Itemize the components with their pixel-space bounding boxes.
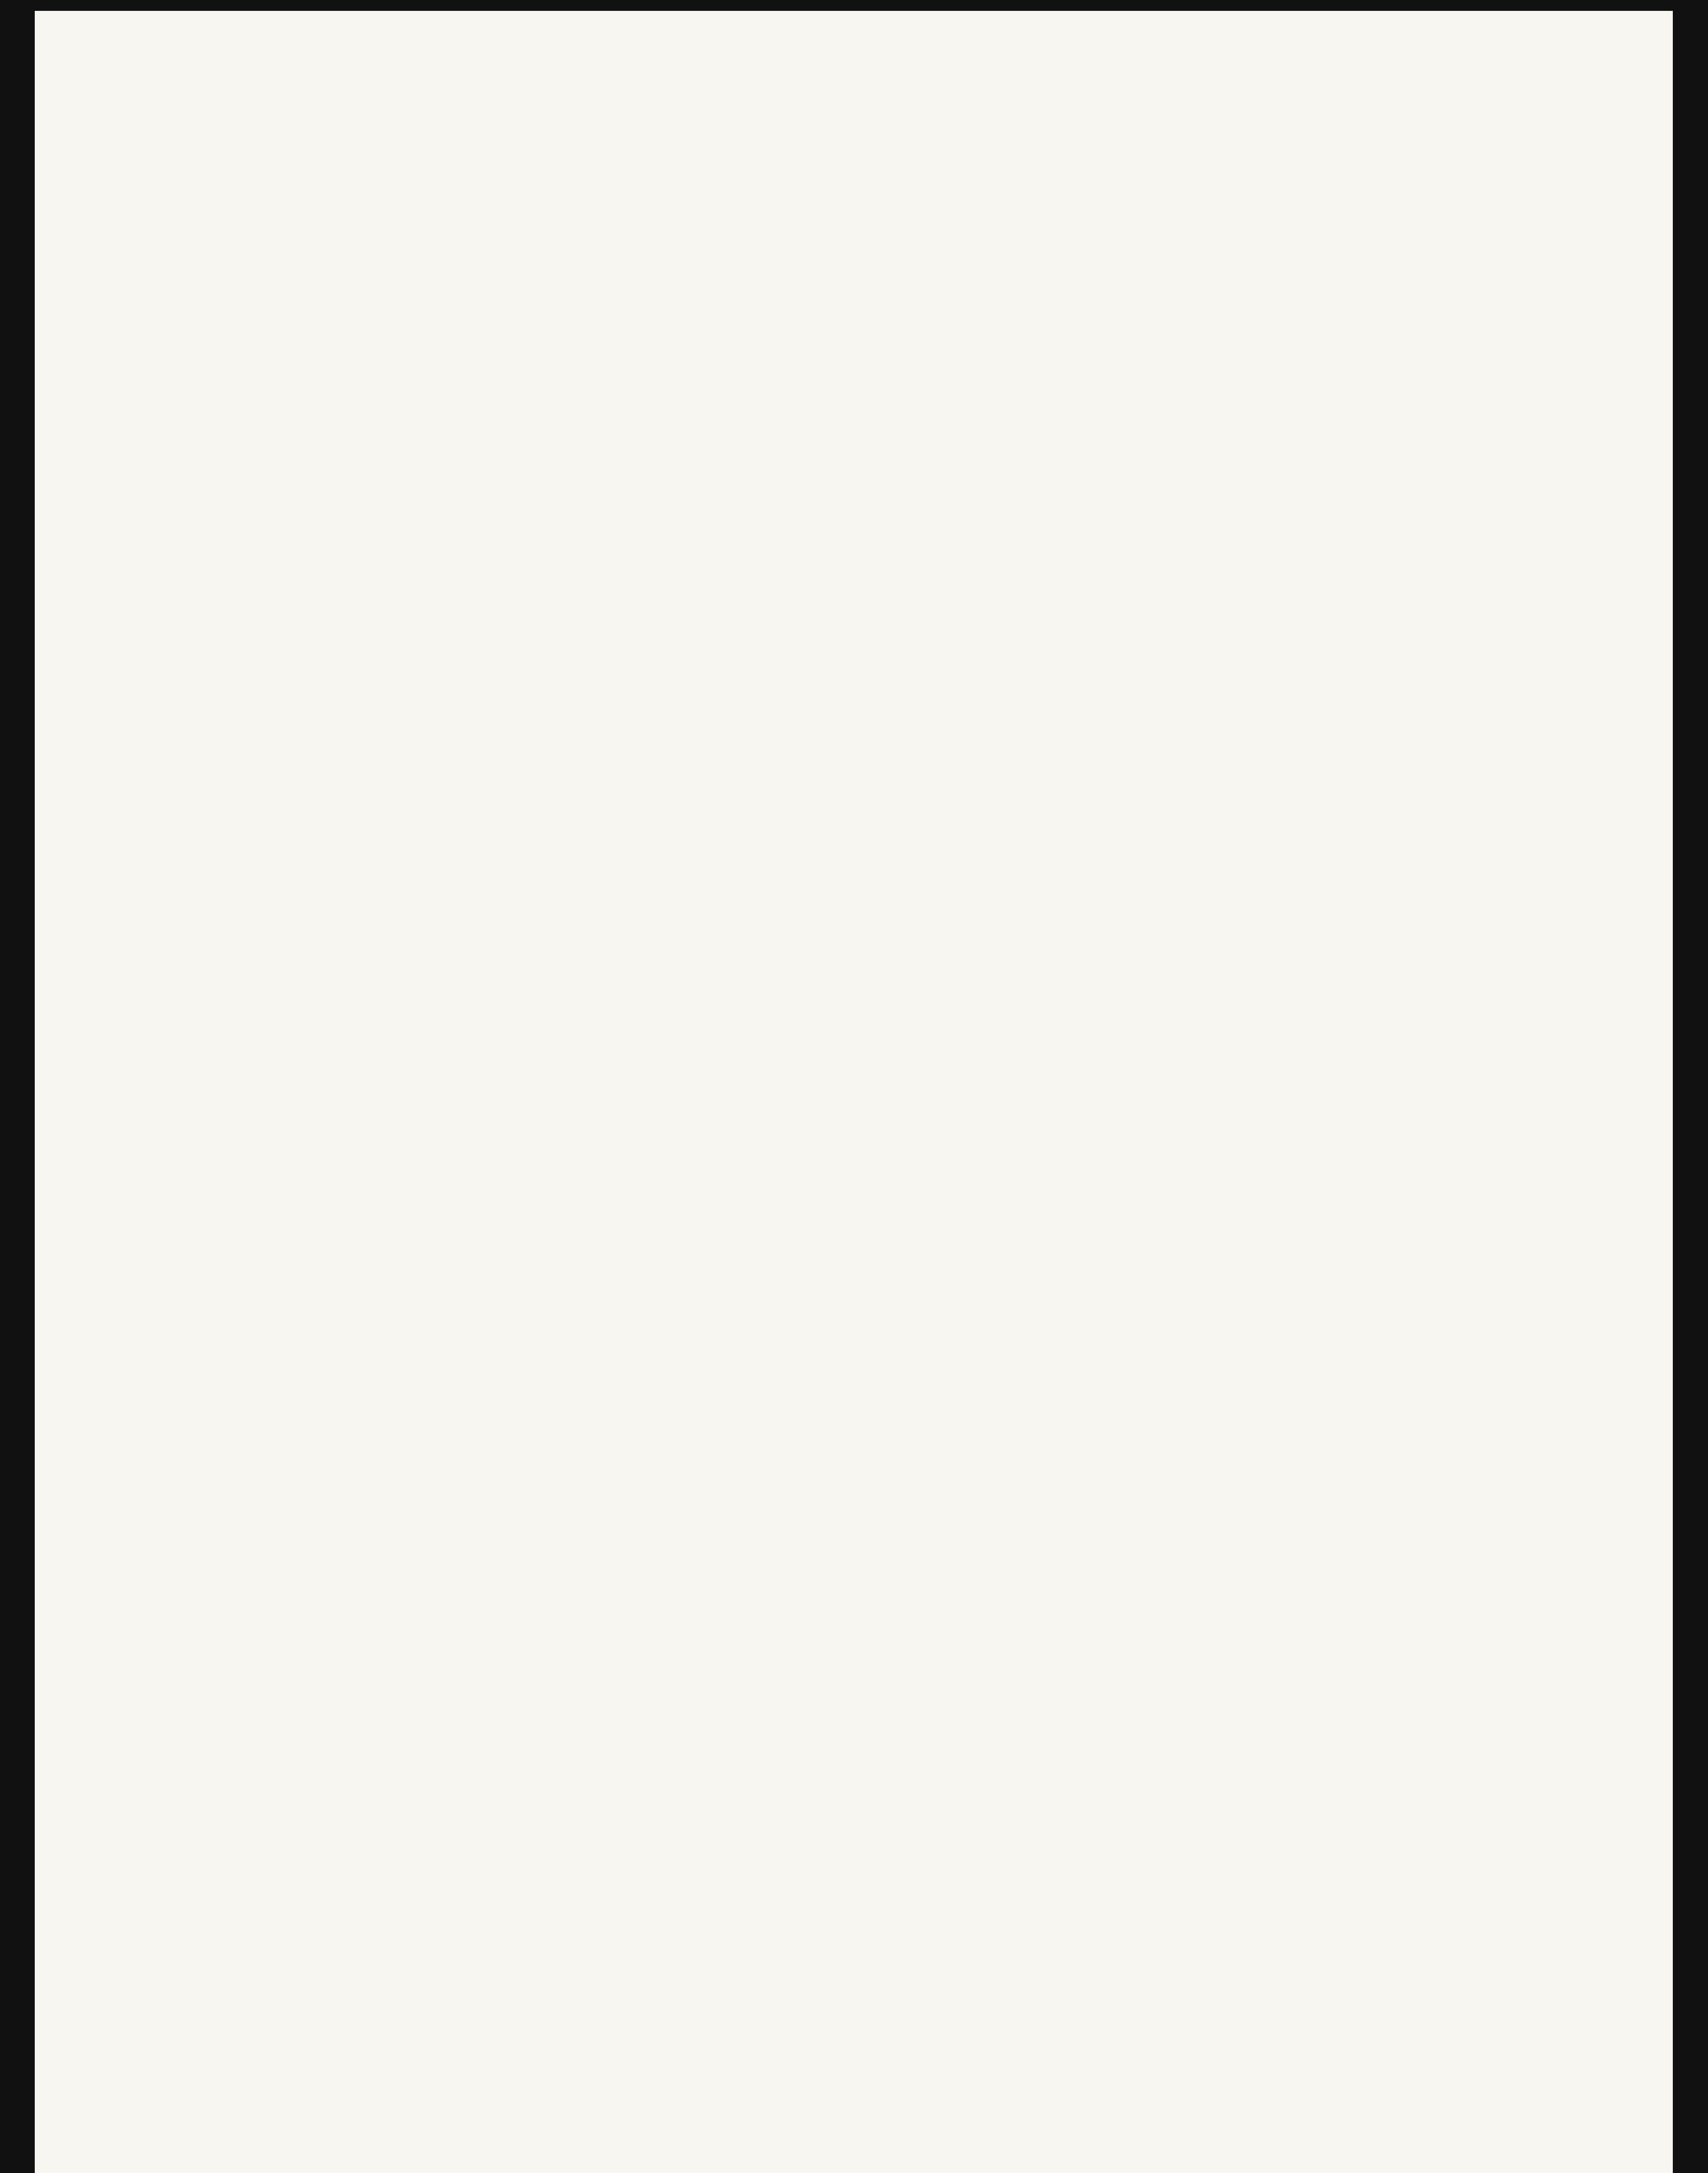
page-label: [59, 43, 66, 73]
census-page: [35, 11, 1673, 2173]
